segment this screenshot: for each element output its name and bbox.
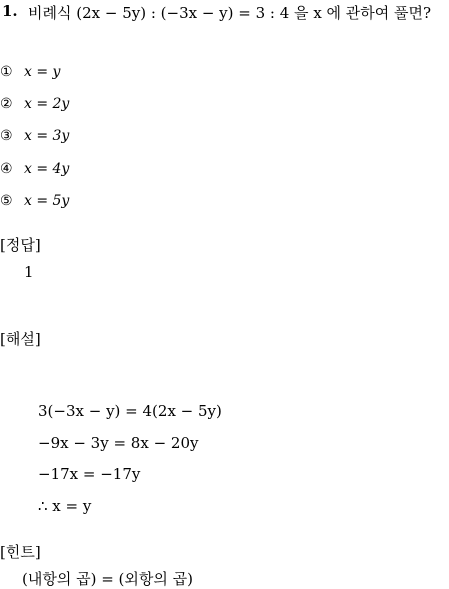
hint-label: [힌트]: [0, 543, 41, 561]
choice-5-text: x = 5y: [24, 193, 70, 209]
choice-3[interactable]: [0, 128, 69, 144]
choice-2-mark: ②: [0, 96, 13, 112]
answer-label: [정답]: [0, 236, 41, 254]
choice-2-text: x = 2y: [24, 96, 70, 112]
answer-value: 1: [24, 263, 34, 281]
hint-text: (내항의 곱) = (외항의 곱): [22, 570, 193, 588]
solution-line-4: ∴ x = y: [38, 497, 92, 515]
choice-3-text: x = 3y: [24, 128, 70, 144]
solution-line-1: 3(−3x − y) = 4(2x − 5y): [38, 402, 222, 420]
choice-1-mark: ①: [0, 64, 13, 80]
choice-4-mark: ④: [0, 161, 13, 177]
choice-5[interactable]: [0, 193, 69, 209]
question-text: 비례식 (2x − 5y) : (−3x − y) = 3 : 4 을 x 에 관하여 풀면?: [28, 4, 432, 22]
choice-3-mark: ③: [0, 128, 13, 144]
solution-line-3: −17x = −17y: [38, 465, 141, 483]
choice-1-text: x = y: [24, 64, 61, 80]
choice-2[interactable]: [0, 96, 69, 112]
question-number: 1.: [2, 2, 18, 20]
solution-line-2: −9x − 3y = 8x − 20y: [38, 434, 199, 452]
solution-label: [해설]: [0, 330, 41, 348]
choice-5-mark: ⑤: [0, 193, 13, 209]
choice-4-text: x = 4y: [24, 161, 70, 177]
choice-1[interactable]: [0, 64, 60, 80]
choice-4[interactable]: [0, 161, 69, 177]
